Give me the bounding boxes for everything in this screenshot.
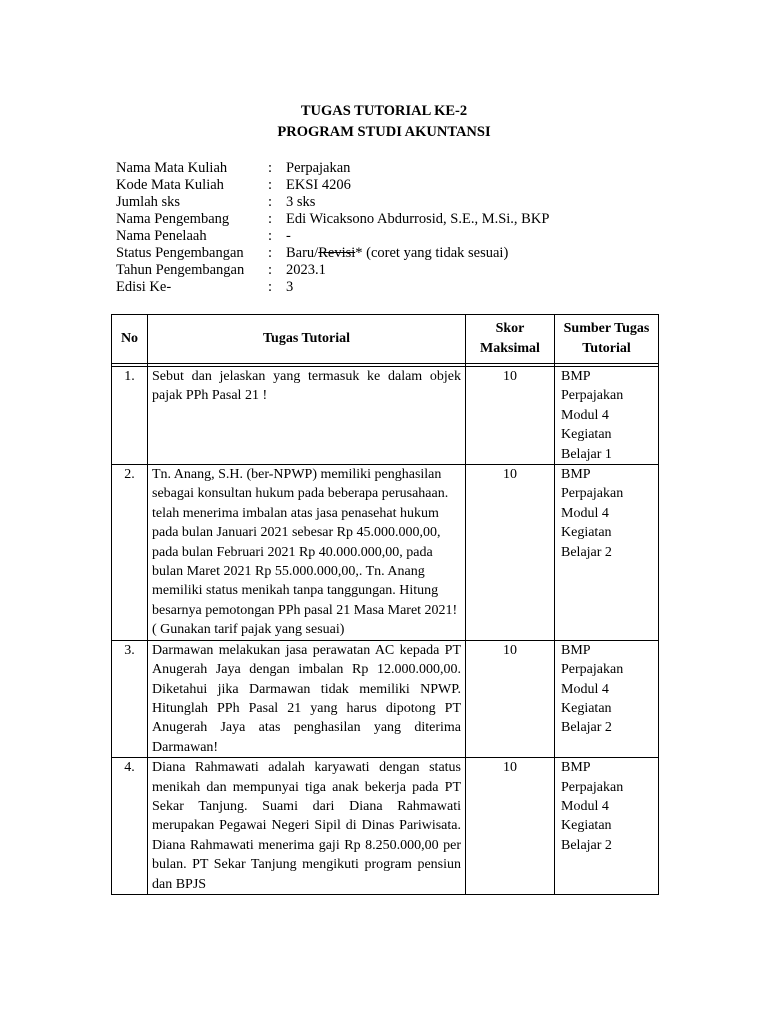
header-source-line2: Tutorial — [582, 341, 631, 356]
source-line: BMP — [561, 642, 591, 658]
info-colon: : — [268, 177, 273, 193]
row-source — [555, 367, 659, 465]
table-row — [112, 758, 659, 895]
source-line: Modul 4 — [561, 407, 609, 423]
row-task: Tn. Anang, S.H. (ber-NPWP) memiliki penghasilan sebagai konsultan hukum pada beberapa perusahaan. telah menerima imbalan atas jasa penasehat hukum pada bulan Januari 2021 sebesar Rp 45.000.000,00, pada bulan Februari 2021 Rp 40.000.000,00, pada bulan Maret 2021 Rp 55.000.000,00,. Tn. Anang memiliki status menikah tanpa tanggungan. Hitung besarnya pemotongan PPh pasal 21 Masa Maret 2021! ( Gunakan tarif pajak yang sesuai) — [148, 465, 466, 641]
row-number: 3. — [112, 640, 148, 757]
header-score-line1: Skor — [495, 321, 525, 336]
info-label: Status Pengembangan — [116, 245, 244, 261]
row-source — [555, 640, 659, 757]
source-line: Modul 4 — [561, 505, 609, 521]
info-value: - — [286, 228, 291, 244]
table-header-row — [112, 315, 659, 364]
header-task: Tugas Tutorial — [148, 315, 466, 364]
info-label: Kode Mata Kuliah — [116, 177, 224, 193]
source-line: BMP — [561, 467, 591, 483]
row-source — [555, 758, 659, 895]
row-score: 10 — [466, 465, 555, 641]
row-task: Diana Rahmawati adalah karyawati dengan status menikah dan mempunyai tiga anak bekerja pada PT Sekar Tanjung. Suami dari Diana Rahmawati merupakan Pegawai Negeri Sipil di Dinas Pariwisata. Diana Rahmawati menerima gaji Rp 8.250.000,00 per bulan. PT Sekar Tanjung mengikuti program pensiun dan BPJS — [148, 758, 466, 895]
table-row — [112, 640, 659, 757]
info-value: 3 — [286, 279, 294, 295]
info-value: Perpajakan — [286, 160, 351, 176]
table-row — [112, 367, 659, 465]
status-revision-struck-text: Revisi — [318, 245, 356, 261]
info-value: Edi Wicaksono Abdurrosid, S.E., M.Si., BKP — [286, 211, 550, 227]
info-colon: : — [268, 194, 273, 210]
document-title: TUGAS TUTORIAL KE-2 — [300, 103, 468, 119]
info-value: EKSI 4206 — [286, 177, 351, 193]
source-line: Belajar 1 — [561, 446, 612, 462]
info-colon: : — [268, 262, 273, 278]
status-new-text: Baru/ — [286, 245, 319, 261]
row-task: Darmawan melakukan jasa perawatan AC kepada PT Anugerah Jaya dengan imbalan Rp 12.000.000,00. Diketahui jika Darmawan tidak memiliki NPWP. Hitunglah PPh Pasal 21 yang harus dipotong PT Anugerah Jaya atas penghasilan yang diterima Darmawan! — [148, 640, 466, 757]
source-line: Kegiatan — [561, 525, 612, 541]
row-task: Sebut dan jelaskan yang termasuk ke dalam objek pajak PPh Pasal 21 ! — [148, 367, 466, 465]
info-colon: : — [268, 279, 273, 295]
tutorial-task-table — [111, 314, 659, 895]
source-line: BMP — [561, 760, 591, 776]
info-label: Nama Mata Kuliah — [116, 160, 228, 176]
info-colon: : — [268, 245, 273, 261]
info-value — [286, 245, 508, 262]
header-source-line1: Sumber Tugas — [563, 321, 650, 336]
row-score: 10 — [466, 758, 555, 895]
info-label: Nama Pengembang — [116, 211, 230, 227]
document-subtitle: PROGRAM STUDI AKUNTANSI — [277, 124, 491, 140]
header-no: No — [112, 315, 148, 364]
source-line: Kegiatan — [561, 427, 612, 443]
row-score: 10 — [466, 640, 555, 757]
info-colon: : — [268, 211, 273, 227]
source-line: Kegiatan — [561, 818, 612, 834]
source-line: Perpajakan — [561, 388, 624, 404]
source-line: Belajar 2 — [561, 720, 612, 736]
header-score-line2: Maksimal — [480, 341, 540, 356]
info-colon: : — [268, 160, 273, 176]
status-note-text: * (coret yang tidak sesuai) — [355, 245, 509, 261]
header-task-source — [555, 315, 659, 364]
source-line: Perpajakan — [561, 486, 624, 502]
source-line: Belajar 2 — [561, 837, 612, 853]
info-colon: : — [268, 228, 273, 244]
source-line: Kegiatan — [561, 700, 612, 716]
source-line: Modul 4 — [561, 681, 609, 697]
info-value: 2023.1 — [286, 262, 326, 278]
info-label: Nama Penelaah — [116, 228, 207, 244]
row-number: 4. — [112, 758, 148, 895]
row-number: 2. — [112, 465, 148, 641]
table-row — [112, 465, 659, 641]
source-line: BMP — [561, 369, 591, 384]
source-line: Belajar 2 — [561, 544, 612, 560]
info-value: 3 sks — [286, 194, 316, 210]
row-source — [555, 465, 659, 641]
header-max-score — [466, 315, 555, 364]
source-line: Modul 4 — [561, 798, 609, 814]
info-label: Tahun Pengembangan — [116, 262, 245, 278]
source-line: Perpajakan — [561, 662, 624, 678]
info-label: Jumlah sks — [116, 194, 181, 210]
row-score: 10 — [466, 367, 555, 465]
info-label: Edisi Ke- — [116, 279, 172, 295]
row-number: 1. — [112, 367, 148, 465]
source-line: Perpajakan — [561, 779, 624, 795]
